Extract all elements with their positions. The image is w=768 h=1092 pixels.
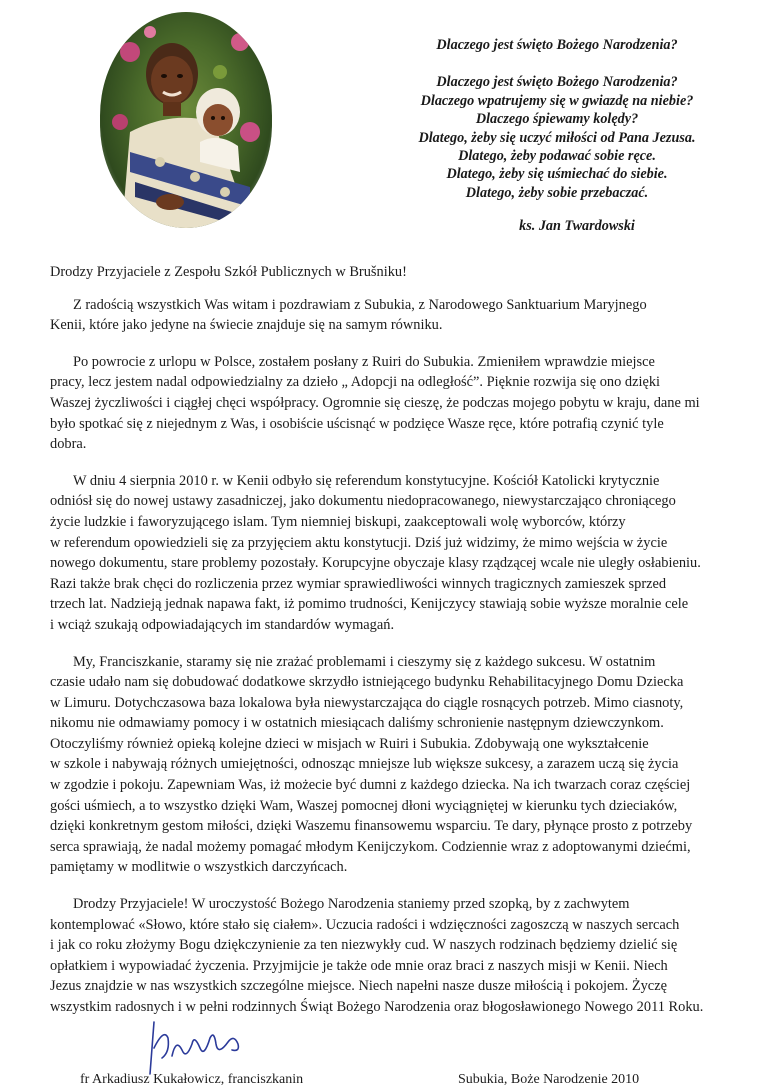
paragraph-line: życie ludzkie i faworyzującego islam. Tym niemniej biskupi, zaakceptowali wolę wyborców, którzy <box>50 513 626 530</box>
paragraph-line: i wciąż szukają odpowiadających im standardów wymagań. <box>50 616 395 633</box>
paragraph-line: pracy, lecz jestem nadal odpowiedzialny za dzieło „ Adopcji na odległość”. Pięknie rozwija się ono dzięki <box>50 374 661 391</box>
paragraph-line: Po powrocie z urlopu w Polsce, zostałem posłany z Ruiri do Subukia. Zmieniłem wprawdzie miejsce <box>73 353 655 370</box>
paragraph-line: Waszej życzliwości i ciągłej chęci współpracy. Ogromnie się cieszę, że podczas mojego pobytu w kraju, dane mi <box>50 394 700 411</box>
poem-line: Dlaczego śpiewamy kolędy? <box>475 111 639 128</box>
paragraph-line: pamiętamy w modlitwie o wszystkich darczyńcach. <box>50 859 348 876</box>
poem-line: Dlatego, żeby podawać sobie ręce. <box>458 148 656 165</box>
handwritten-signature <box>142 1008 252 1078</box>
paragraph-line: czasie udało nam się dobudować dodatkowe skrzydło istniejącego budynku Rehabilitacyjnego Domu Dziecka <box>50 674 684 691</box>
poem-block <box>372 36 742 236</box>
poem-line: Dlatego, żeby się uśmiechać do siebie. <box>446 166 668 183</box>
paragraph-line: gości uśmiech, a to wszystko dzięki Wam, Waszej pomocnej dłoni wyciągniętej w kierunku tych dzieciaków, <box>50 797 678 814</box>
paragraph-line: było spotkać się z niejednym z Was, i osobiście uścisnąć w podzięce Wasze ręce, które potrafią czynić tyle <box>50 415 664 432</box>
sender-name: fr Arkadiusz Kukałowicz, franciszkanin <box>80 1072 304 1087</box>
paragraph-line: w zgodzie i pokoju. Zapewniam Was, iż możecie być dumni z każdego dziecka. Na ich twarzach coraz częściej <box>50 777 691 794</box>
paragraph <box>50 295 750 336</box>
poem-author: ks. Jan Twardowski <box>519 218 635 235</box>
paragraph-line: i jak co roku złożymy Bogu dziękczynienie za ten niezwykły cud. W naszych rodzinach będziemy dzielić się <box>50 937 678 954</box>
paragraph-line: W dniu 4 sierpnia 2010 r. w Kenii odbyło się referendum konstytucyjne. Kościół Katolicki krytycznie <box>73 472 660 489</box>
photo-mother-child-icon <box>100 12 272 228</box>
paragraph-line: serca sprawiają, że nadal możemy pomagać młodym Kenijczykom. Codziennie wraz z adoptowanymi dziećmi, <box>50 838 691 855</box>
poem-line: Dlaczego wpatrujemy się w gwiazdę na niebie? <box>420 92 694 109</box>
paragraph-line: Z radością wszystkich Was witam i pozdrawiam z Subukia, z Narodowego Sanktuarium Maryjnego <box>73 296 647 313</box>
poem-line: Dlatego, żeby sobie przebaczać. <box>465 184 649 201</box>
poem-title: Dlaczego jest święto Bożego Narodzenia? <box>436 37 678 53</box>
paragraph-line: kontemplować «Słowo, które stało się ciałem». Uczucia radości i wdzięczności zagoszczą w naszych sercach <box>50 916 680 933</box>
poem-line: Dlatego, żeby się uczyć miłości od Pana Jezusa. <box>418 129 696 146</box>
place-date: Subukia, Boże Narodzenie 2010 <box>458 1072 640 1087</box>
paragraph-line: My, Franciszkanie, staramy się nie zrażać problemami i cieszymy się z każdego sukcesu. W ostatnim <box>73 653 656 670</box>
paragraph-line: opłatkiem i wypowiadać życzenia. Przyjmijcie je także ode mnie oraz braci z naszych misji w Kenii. Niech <box>50 957 668 974</box>
paragraph-line: dobra. <box>50 436 87 453</box>
paragraph-line: w referendum opowiedzieli się za przyjęciem aktu konstytucji. Dziś już widzimy, że mimo wejścia w życie <box>50 534 668 551</box>
paragraph-line: w Limuru. Dotychczasowa baza lokalowa była niewystarczająca do ciągle rosnących potrzeb. Mimo ciasnoty, <box>50 694 684 711</box>
paragraph <box>50 352 750 455</box>
paragraph-line: nikomu nie odmawiamy pomocy i w ostatnich miesiącach daliśmy schronienie następnym dziewczynkom. <box>50 715 664 732</box>
letter-body <box>50 262 750 1034</box>
paragraph <box>50 471 750 636</box>
paragraph-line: wszystkim radosnych i w pełni rodzinnych Świąt Bożego Narodzenia oraz błogosławionego Nowego 2011 Roku. <box>50 999 704 1015</box>
paragraph-line: nowego dokumentu, stare problemy pozostały. Korupcyjne obyczaje klasy rządzącej wcale nie uległy osłabieniu. <box>50 555 701 572</box>
handwritten-signature-icon <box>142 1008 252 1078</box>
paragraph-line: Kenii, które jako jedyne na świecie znajduje się na samym równiku. <box>50 317 443 334</box>
paragraph-line: dzięki konkretnym gestom miłości, dzięki Waszemu finansowemu wsparciu. Te dary, płynące prosto z potrzeby <box>50 818 693 835</box>
letter-greeting: Drodzy Przyjaciele z Zespołu Szkół Publicznych w Brušniku! <box>50 264 407 280</box>
paragraph-line: Otoczyliśmy również opieką kolejne dzieci w misjach w Ruiri i Subukia. Zdobywają one wykształcenie <box>50 735 649 752</box>
paragraph-line: Razi także brak chęci do rozliczenia przez wymiar sprawiedliwości winnych tragicznych zamieszek sprzed <box>50 575 667 592</box>
paragraph <box>50 894 750 1018</box>
paragraph-line: Drodzy Przyjaciele! W uroczystość Bożego Narodzenia staniemy przed szopką, by z zachwytem <box>73 896 630 913</box>
photo-girl-with-baby <box>100 12 272 228</box>
paragraph-line: w szkole i nabywają różnych umiejętności, odnosząc mniejsze lub większe sukcesy, a zarazem uczą się życia <box>50 756 679 773</box>
paragraph-line: trzech lat. Nadzieją jednak napawa fakt, iż pomimo trudności, Kenijczycy stawiają sobie wyższe moralnie cele <box>50 596 689 613</box>
paragraph <box>50 652 750 879</box>
poem-line: Dlaczego jest święto Bożego Narodzenia? <box>436 74 678 91</box>
paragraph-line: odniósł się do nowej ustawy zasadniczej, jako dokumentu niedopracowanego, niewystarczająco chroniącego <box>50 493 676 510</box>
paragraph-line: Jezus znajdzie w nas wszystkich szczególne miejsce. Niech napełni nasze dusze miłością i pokojem. Życzę <box>50 978 667 995</box>
